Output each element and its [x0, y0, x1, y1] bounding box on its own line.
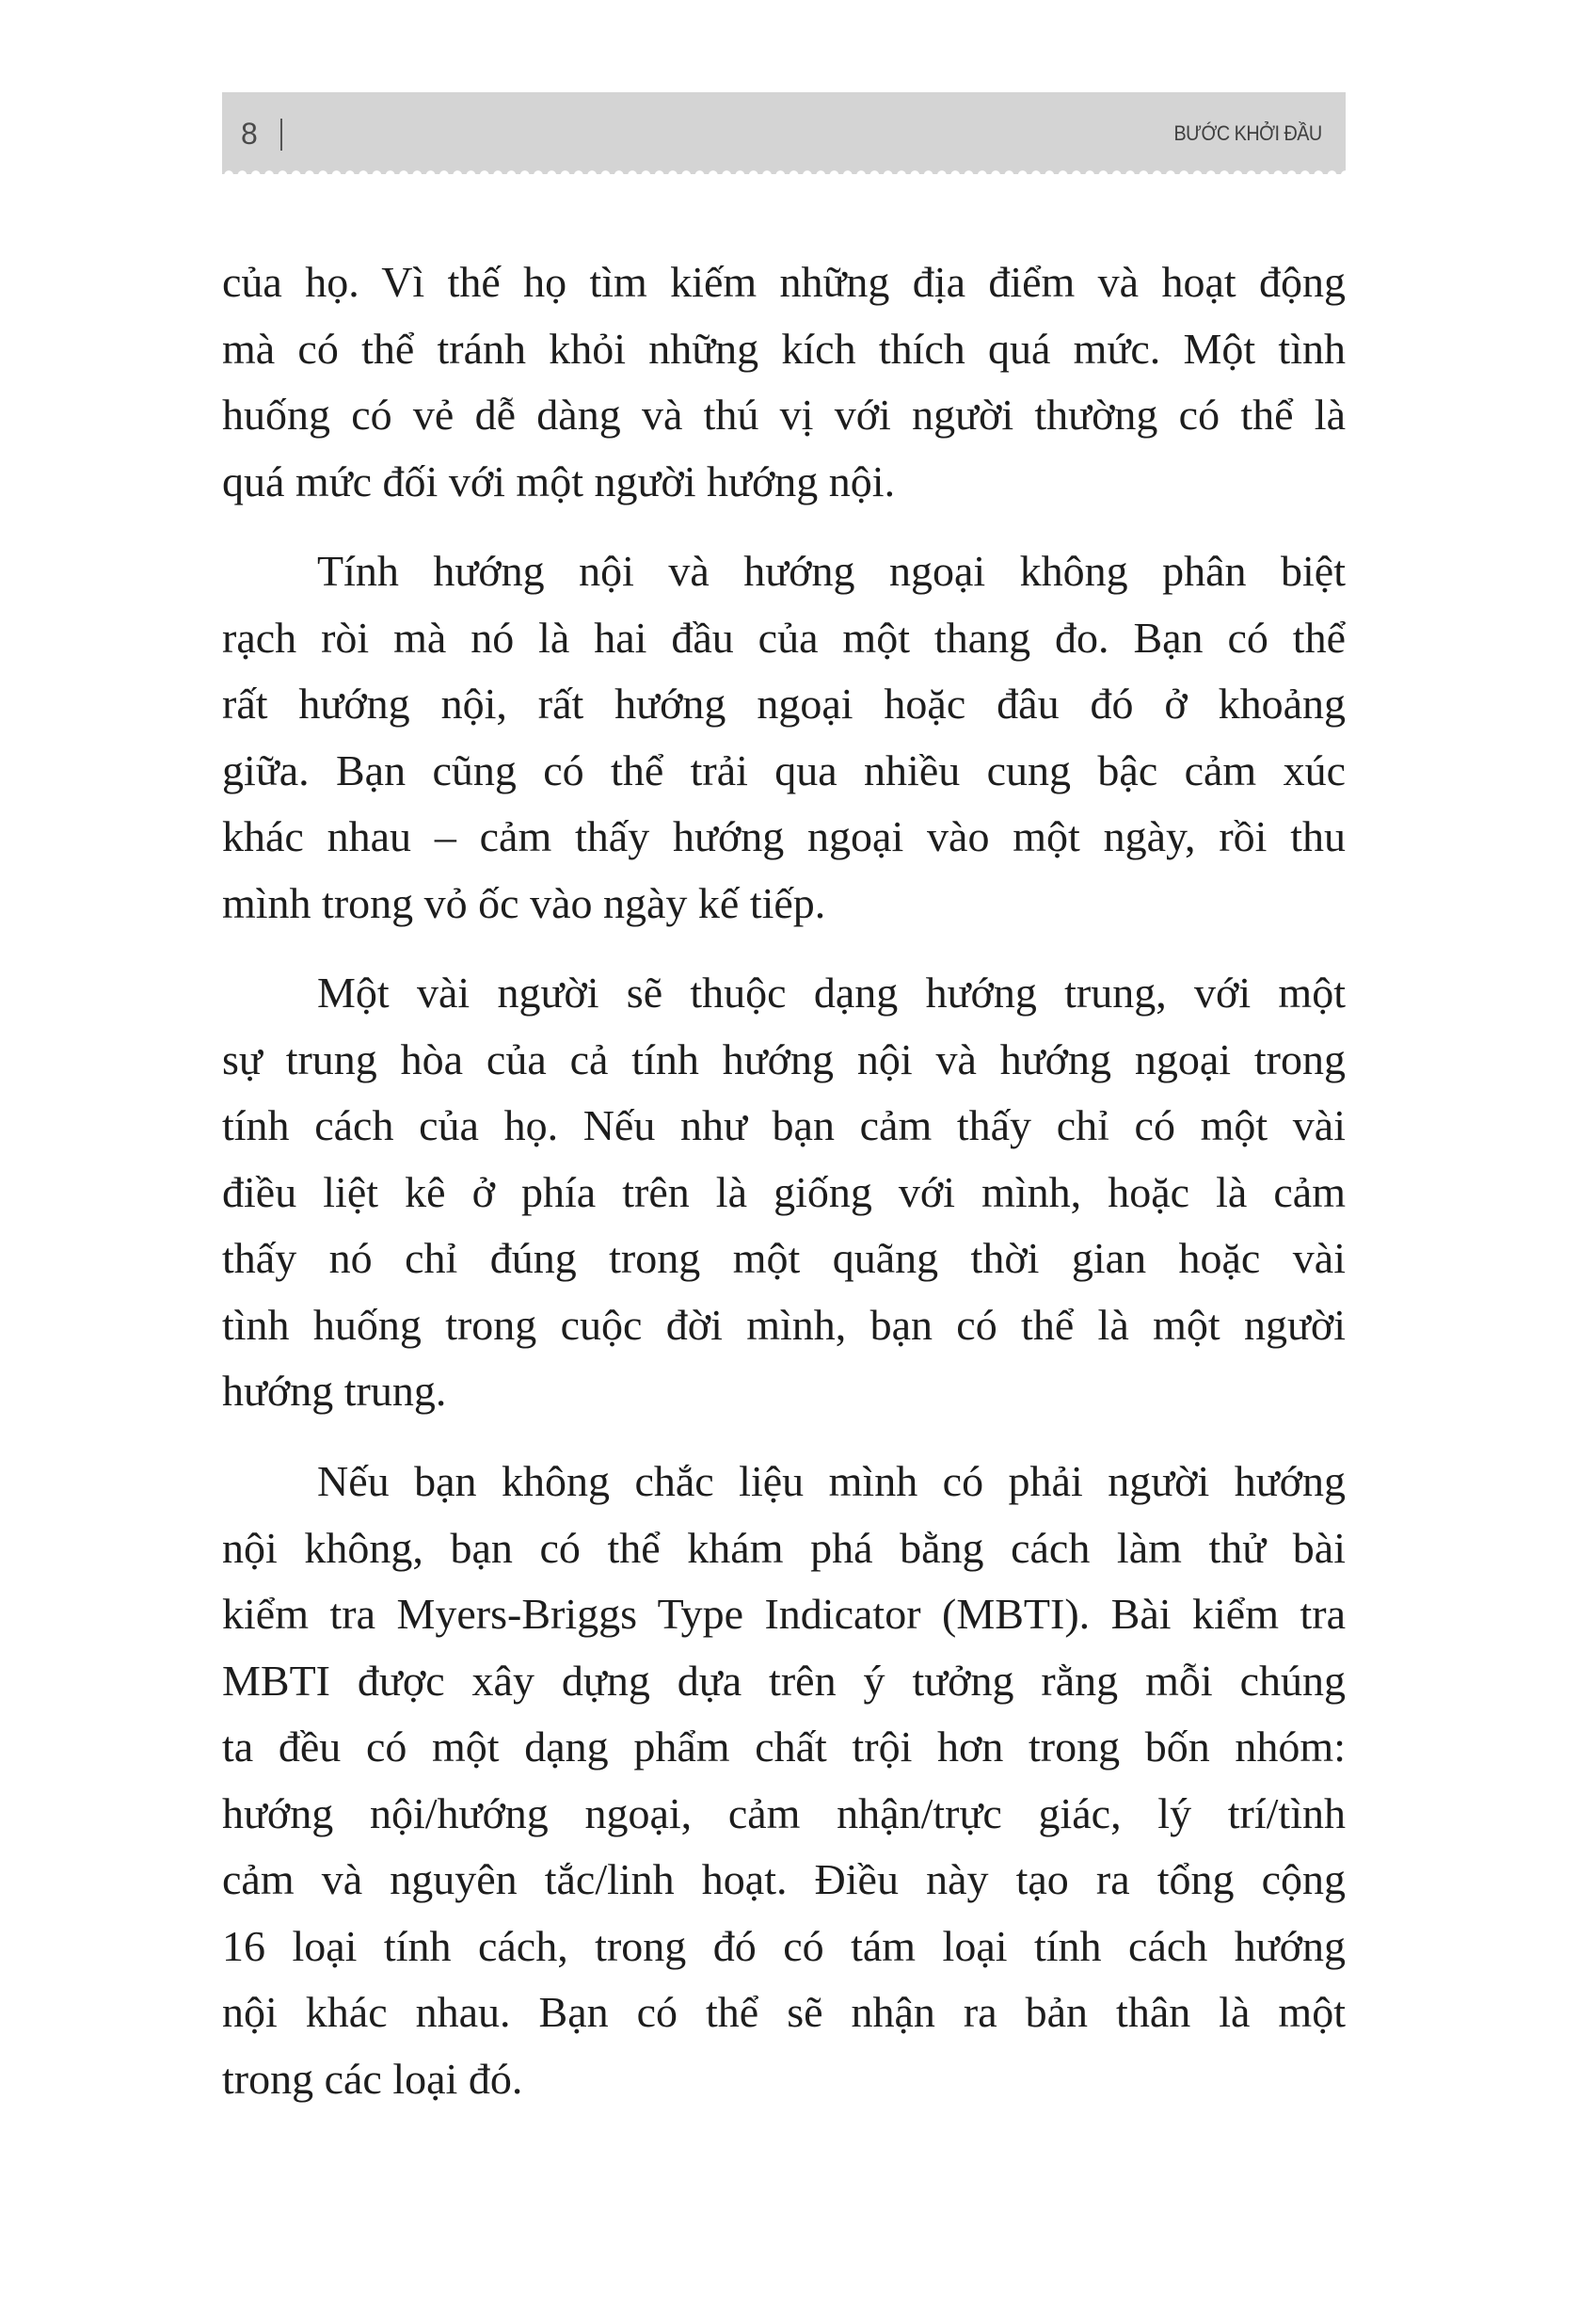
paragraph-1 [222, 249, 1346, 515]
paragraph-3 [222, 960, 1346, 1425]
text-line: 16 loại tính cách, trong đó có tám loại tính cách hướng [222, 1921, 1346, 1970]
text-line: tình huống trong cuộc đời mình, bạn có thể là một người [222, 1300, 1346, 1349]
text-line: rạch ròi mà nó là hai đầu của một thang đo. Bạn có thể [222, 613, 1346, 662]
text-line: kiểm tra Myers-Briggs Type Indicator (MBTI). Bài kiểm tra [222, 1590, 1346, 1638]
text-line: MBTI được xây dựng dựa trên ý tưởng rằng mỗi chúng [222, 1656, 1346, 1705]
running-header [222, 92, 1346, 174]
header-divider [280, 119, 282, 151]
text-line: hướng nội/hướng ngoại, cảm nhận/trực giác, lý trí/tình [222, 1788, 1346, 1837]
text-line: rất hướng nội, rất hướng ngoại hoặc đâu đó ở khoảng [222, 680, 1346, 728]
text-line: trong các loại đó. [222, 2054, 523, 2103]
text-line: mà có thể tránh khỏi những kích thích quá mức. Một tình [222, 324, 1346, 373]
text-line: cảm và nguyên tắc/linh hoạt. Điều này tạo ra tổng cộng [222, 1855, 1346, 1903]
text-line: Tính hướng nội và hướng ngoại không phân biệt [317, 547, 1346, 595]
text-line: nội khác nhau. Bạn có thể sẽ nhận ra bản thân là một [222, 1988, 1346, 2036]
paragraph-2 [222, 538, 1346, 937]
text-line: điều liệt kê ở phía trên là giống với mình, hoặc là cảm [222, 1167, 1346, 1216]
text-line: nội không, bạn có thể khám phá bằng cách làm thử bài [222, 1523, 1346, 1572]
text-line: của họ. Vì thế họ tìm kiếm những địa điểm và hoạt động [222, 258, 1346, 306]
scalloped-edge [222, 168, 1346, 175]
page-number: 8 [241, 117, 258, 151]
text-line: Một vài người sẽ thuộc dạng hướng trung, với một [317, 969, 1346, 1017]
text-line: sự trung hòa của cả tính hướng nội và hướng ngoại trong [222, 1034, 1346, 1083]
text-line: hướng trung. [222, 1367, 447, 1415]
text-line: huống có vẻ dễ dàng và thú vị với người thường có thể là [222, 391, 1346, 439]
text-line: mình trong vỏ ốc vào ngày kế tiếp. [222, 878, 826, 927]
text-line: Nếu bạn không chắc liệu mình có phải người hướng [317, 1457, 1346, 1505]
text-line: tính cách của họ. Nếu như bạn cảm thấy chỉ có một vài [222, 1101, 1346, 1149]
text-line: thấy nó chỉ đúng trong một quãng thời gian hoặc vài [222, 1234, 1346, 1282]
paragraph-4 [222, 1449, 1346, 2112]
text-line: giữa. Bạn cũng có thể trải qua nhiều cung bậc cảm xúc [222, 745, 1346, 794]
text-line: khác nhau – cảm thấy hướng ngoại vào một ngày, rồi thu [222, 812, 1346, 860]
text-line: quá mức đối với một người hướng nội. [222, 457, 896, 505]
running-title: BƯỚC KHỞI ĐẦU [1173, 121, 1322, 145]
text-line: ta đều có một dạng phẩm chất trội hơn trong bốn nhóm: [222, 1723, 1346, 1771]
